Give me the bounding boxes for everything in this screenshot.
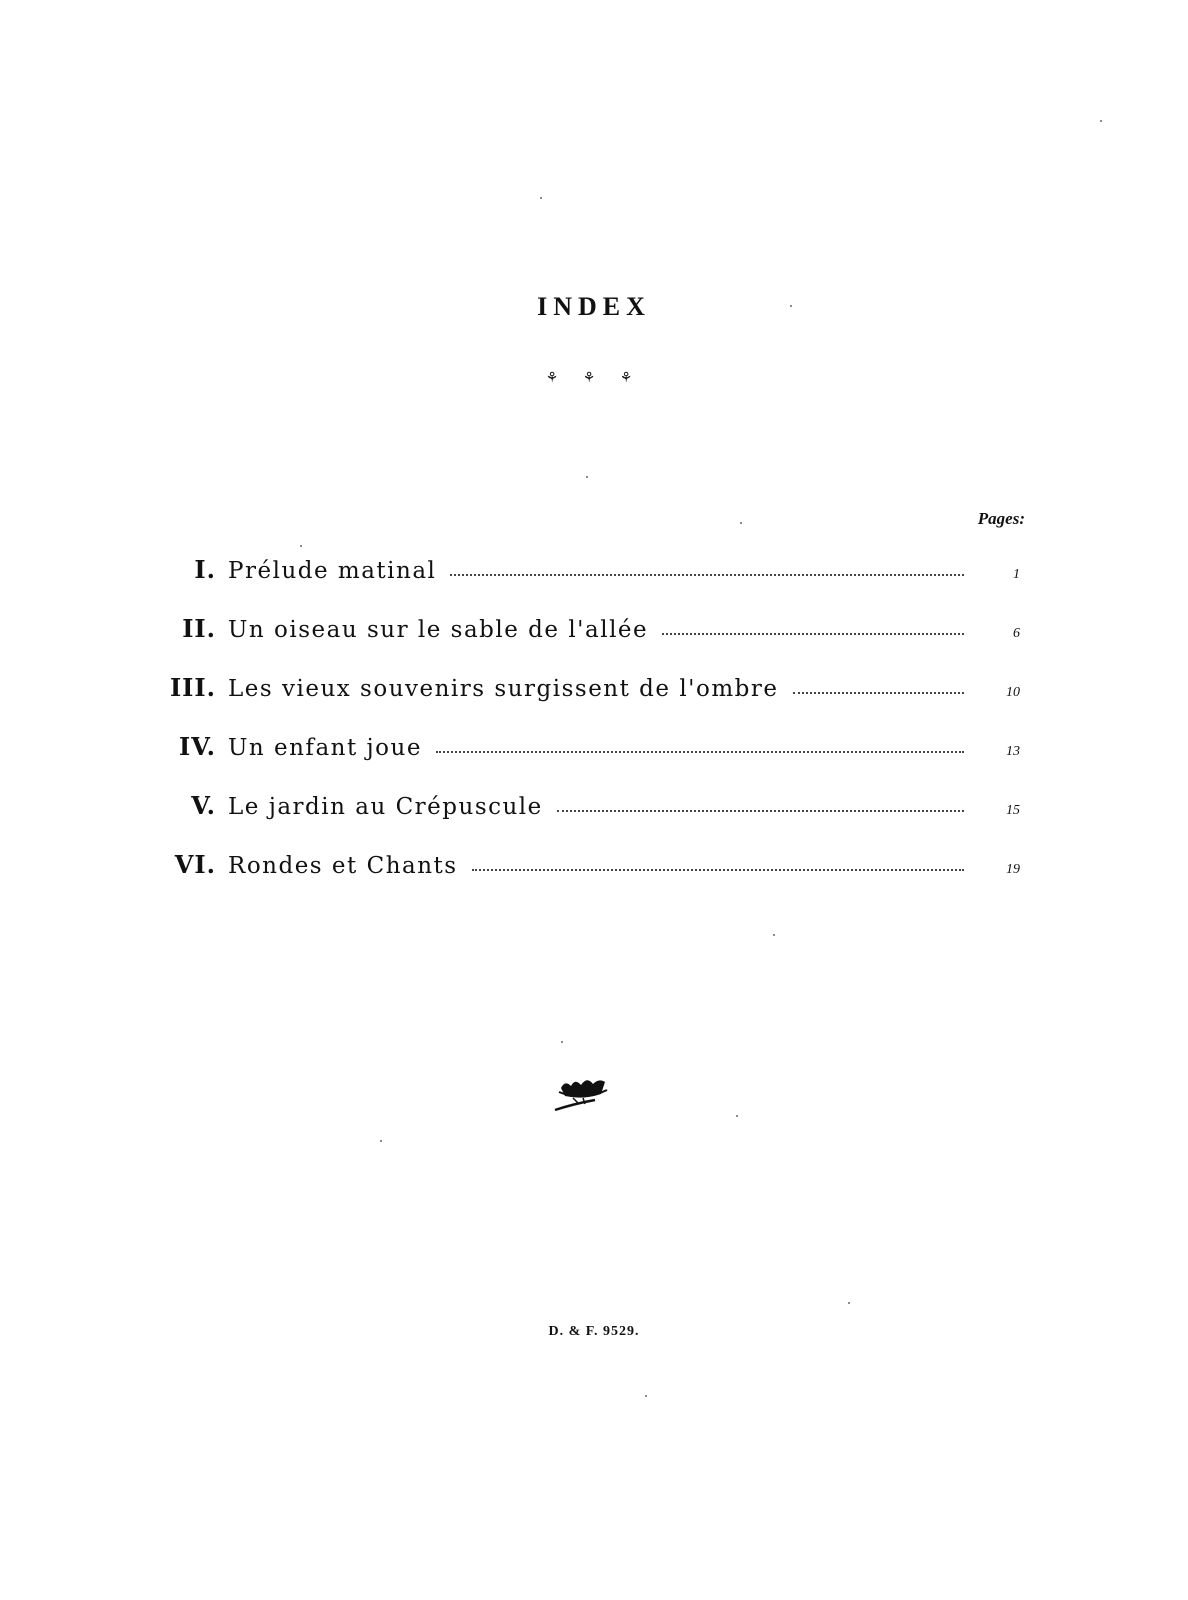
entry-title: Rondes et Chants (228, 853, 458, 879)
entry-number: V. (191, 791, 216, 820)
scan-speck (1100, 120, 1102, 122)
scan-speck (773, 934, 775, 936)
scan-speck (300, 545, 302, 547)
scan-speck (848, 1302, 850, 1304)
entry-number: IV. (178, 732, 216, 761)
ship-emblem-icon (553, 1070, 613, 1120)
entry-title: Prélude matinal (228, 558, 437, 584)
scan-speck (740, 522, 742, 524)
toc-entry[interactable] (140, 791, 1020, 827)
entry-page: 6 (1013, 626, 1020, 641)
entry-title: Un enfant joue (228, 735, 422, 761)
dot-leader (793, 692, 965, 694)
toc-entry[interactable] (140, 732, 1020, 768)
entry-number: III. (169, 673, 216, 702)
scan-speck (561, 1041, 563, 1043)
entry-number: II. (182, 614, 216, 643)
entry-page: 10 (1006, 685, 1020, 700)
scan-speck (645, 1395, 647, 1397)
toc-entry[interactable] (140, 555, 1020, 591)
entry-page: 19 (1006, 862, 1020, 877)
entry-page: 1 (1013, 567, 1020, 582)
scan-speck (790, 305, 792, 307)
dot-leader (436, 751, 964, 753)
entry-page: 13 (1006, 744, 1020, 759)
page-title: INDEX (537, 292, 651, 321)
scan-speck (380, 1140, 382, 1142)
dot-leader (450, 574, 964, 576)
toc-entry[interactable] (140, 614, 1020, 650)
entry-page: 15 (1006, 803, 1020, 818)
entry-title: Le jardin au Crépuscule (228, 794, 543, 820)
entry-number: VI. (174, 850, 216, 879)
scan-speck (586, 476, 588, 478)
publisher-mark: D. & F. 9529. (548, 1324, 640, 1339)
scan-speck (736, 1115, 738, 1117)
toc-entry[interactable] (140, 850, 1020, 886)
entry-title: Un oiseau sur le sable de l'allée (228, 617, 649, 643)
ornament-fleurons: ⚘ ⚘ ⚘ (545, 370, 643, 386)
scan-speck (540, 197, 542, 199)
dot-leader (662, 633, 964, 635)
pages-column-header: Pages: (977, 509, 1025, 528)
toc-entry[interactable] (140, 673, 1020, 709)
dot-leader (472, 869, 964, 871)
dot-leader (557, 810, 964, 812)
entry-number: I. (194, 555, 216, 584)
entry-title: Les vieux souvenirs surgissent de l'ombre (228, 676, 779, 702)
